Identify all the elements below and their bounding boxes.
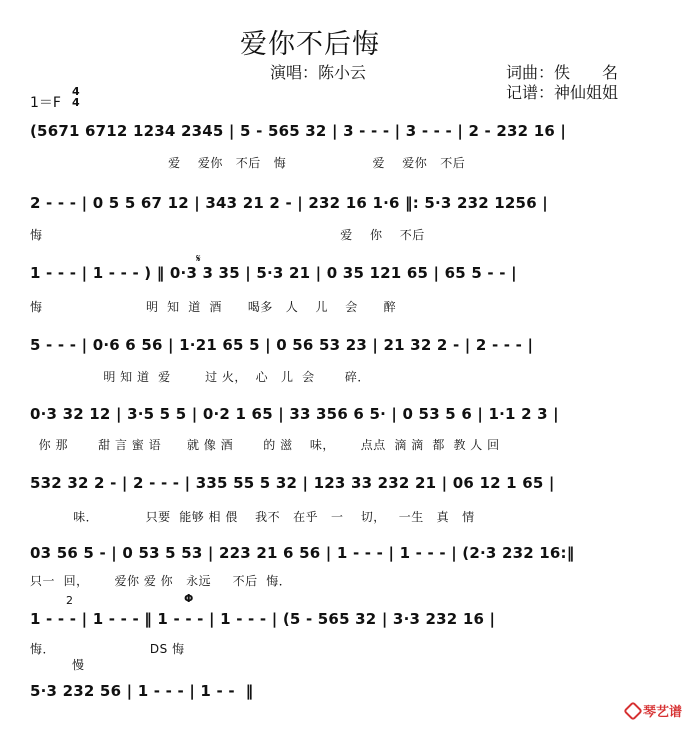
lyric-row: 味． 只要 能够 相 偎 我不 在乎 一 切， 一生 真 情 xyxy=(30,510,475,524)
singer-credit: 演唱：陈小云 xyxy=(270,63,367,82)
key-label: 1＝F xyxy=(30,95,61,111)
tempo-mark: 慢 xyxy=(72,658,85,672)
transcriber-credit: 记谱：神仙姐姐 xyxy=(506,83,619,102)
volta-number: 2 xyxy=(66,594,73,607)
lyricist-credit: 词曲：佚 名 xyxy=(506,63,619,82)
song-title: 爱你不后悔 xyxy=(240,29,380,60)
notation-row: 1 - - - | 1 - - - ) ‖ 0·3 3 35 | 5·3 21 | 0 35 121 65 | 65 5 - - | xyxy=(30,264,517,282)
segno-mark: 𝄋 xyxy=(196,252,201,265)
lyric-row: 悔 明 知 道 酒 喝多 人 儿 会 醉 xyxy=(30,300,397,314)
notation-row: 532 32 2 - | 2 - - - | 335 55 5 32 | 123 33 232 21 | 06 12 1 65 | xyxy=(30,474,555,492)
lyric-row: 悔 爱 你 不后 xyxy=(30,228,425,242)
key-signature xyxy=(30,85,80,112)
logo-text: 琴艺谱 xyxy=(642,705,682,720)
notation-row: (5671 6712 1234 2345 | 5 - 565 32 | 3 - - - | 3 - - - | 2 - 232 16 | xyxy=(30,122,567,140)
site-logo xyxy=(626,701,682,720)
time-bottom: 4 xyxy=(72,96,80,109)
lyric-row: 爱 爱你 不后 悔 爱 爱你 不后 xyxy=(30,156,466,170)
time-top: 4 xyxy=(72,85,80,98)
lyric-row: 只一 回， 爱你 爱 你 永远 不后 悔． xyxy=(30,574,292,588)
notation-row: 03 56 5 - | 0 53 5 53 | 223 21 6 56 | 1 - - - | 1 - - - | (2·3 232 16:‖ xyxy=(30,544,575,562)
lyric-row: 悔． DS 悔 xyxy=(30,642,185,656)
notation-row: 2 - - - | 0 5 5 67 12 | 343 21 2 - | 232 16 1·6 ‖: 5·3 232 1256 | xyxy=(30,194,548,212)
coda-mark: Φ xyxy=(184,592,194,605)
logo-icon xyxy=(623,701,643,721)
lyric-row: 你 那 甜 言 蜜 语 就 像 酒 的 滋 味， 点点 滴 滴 都 教 人 回 xyxy=(30,438,500,452)
notation-row: 5·3 232 56 | 1 - - - | 1 - - ‖ xyxy=(30,682,254,700)
notation-row: 5 - - - | 0·6 6 56 | 1·21 65 5 | 0 56 53 23 | 21 32 2 - | 2 - - - | xyxy=(30,336,534,354)
lyric-row: 明 知 道 爱 过 火， 心 儿 会 碎． xyxy=(30,370,370,384)
time-signature xyxy=(72,86,80,108)
notation-row: 0·3 32 12 | 3·5 5 5 | 0·2 1 65 | 33 356 6 5· | 0 53 5 6 | 1·1 2 3 | xyxy=(30,405,559,423)
notation-row: 1 - - - | 1 - - - ‖ 1 - - - | 1 - - - | (5 - 565 32 | 3·3 232 16 | xyxy=(30,610,496,628)
